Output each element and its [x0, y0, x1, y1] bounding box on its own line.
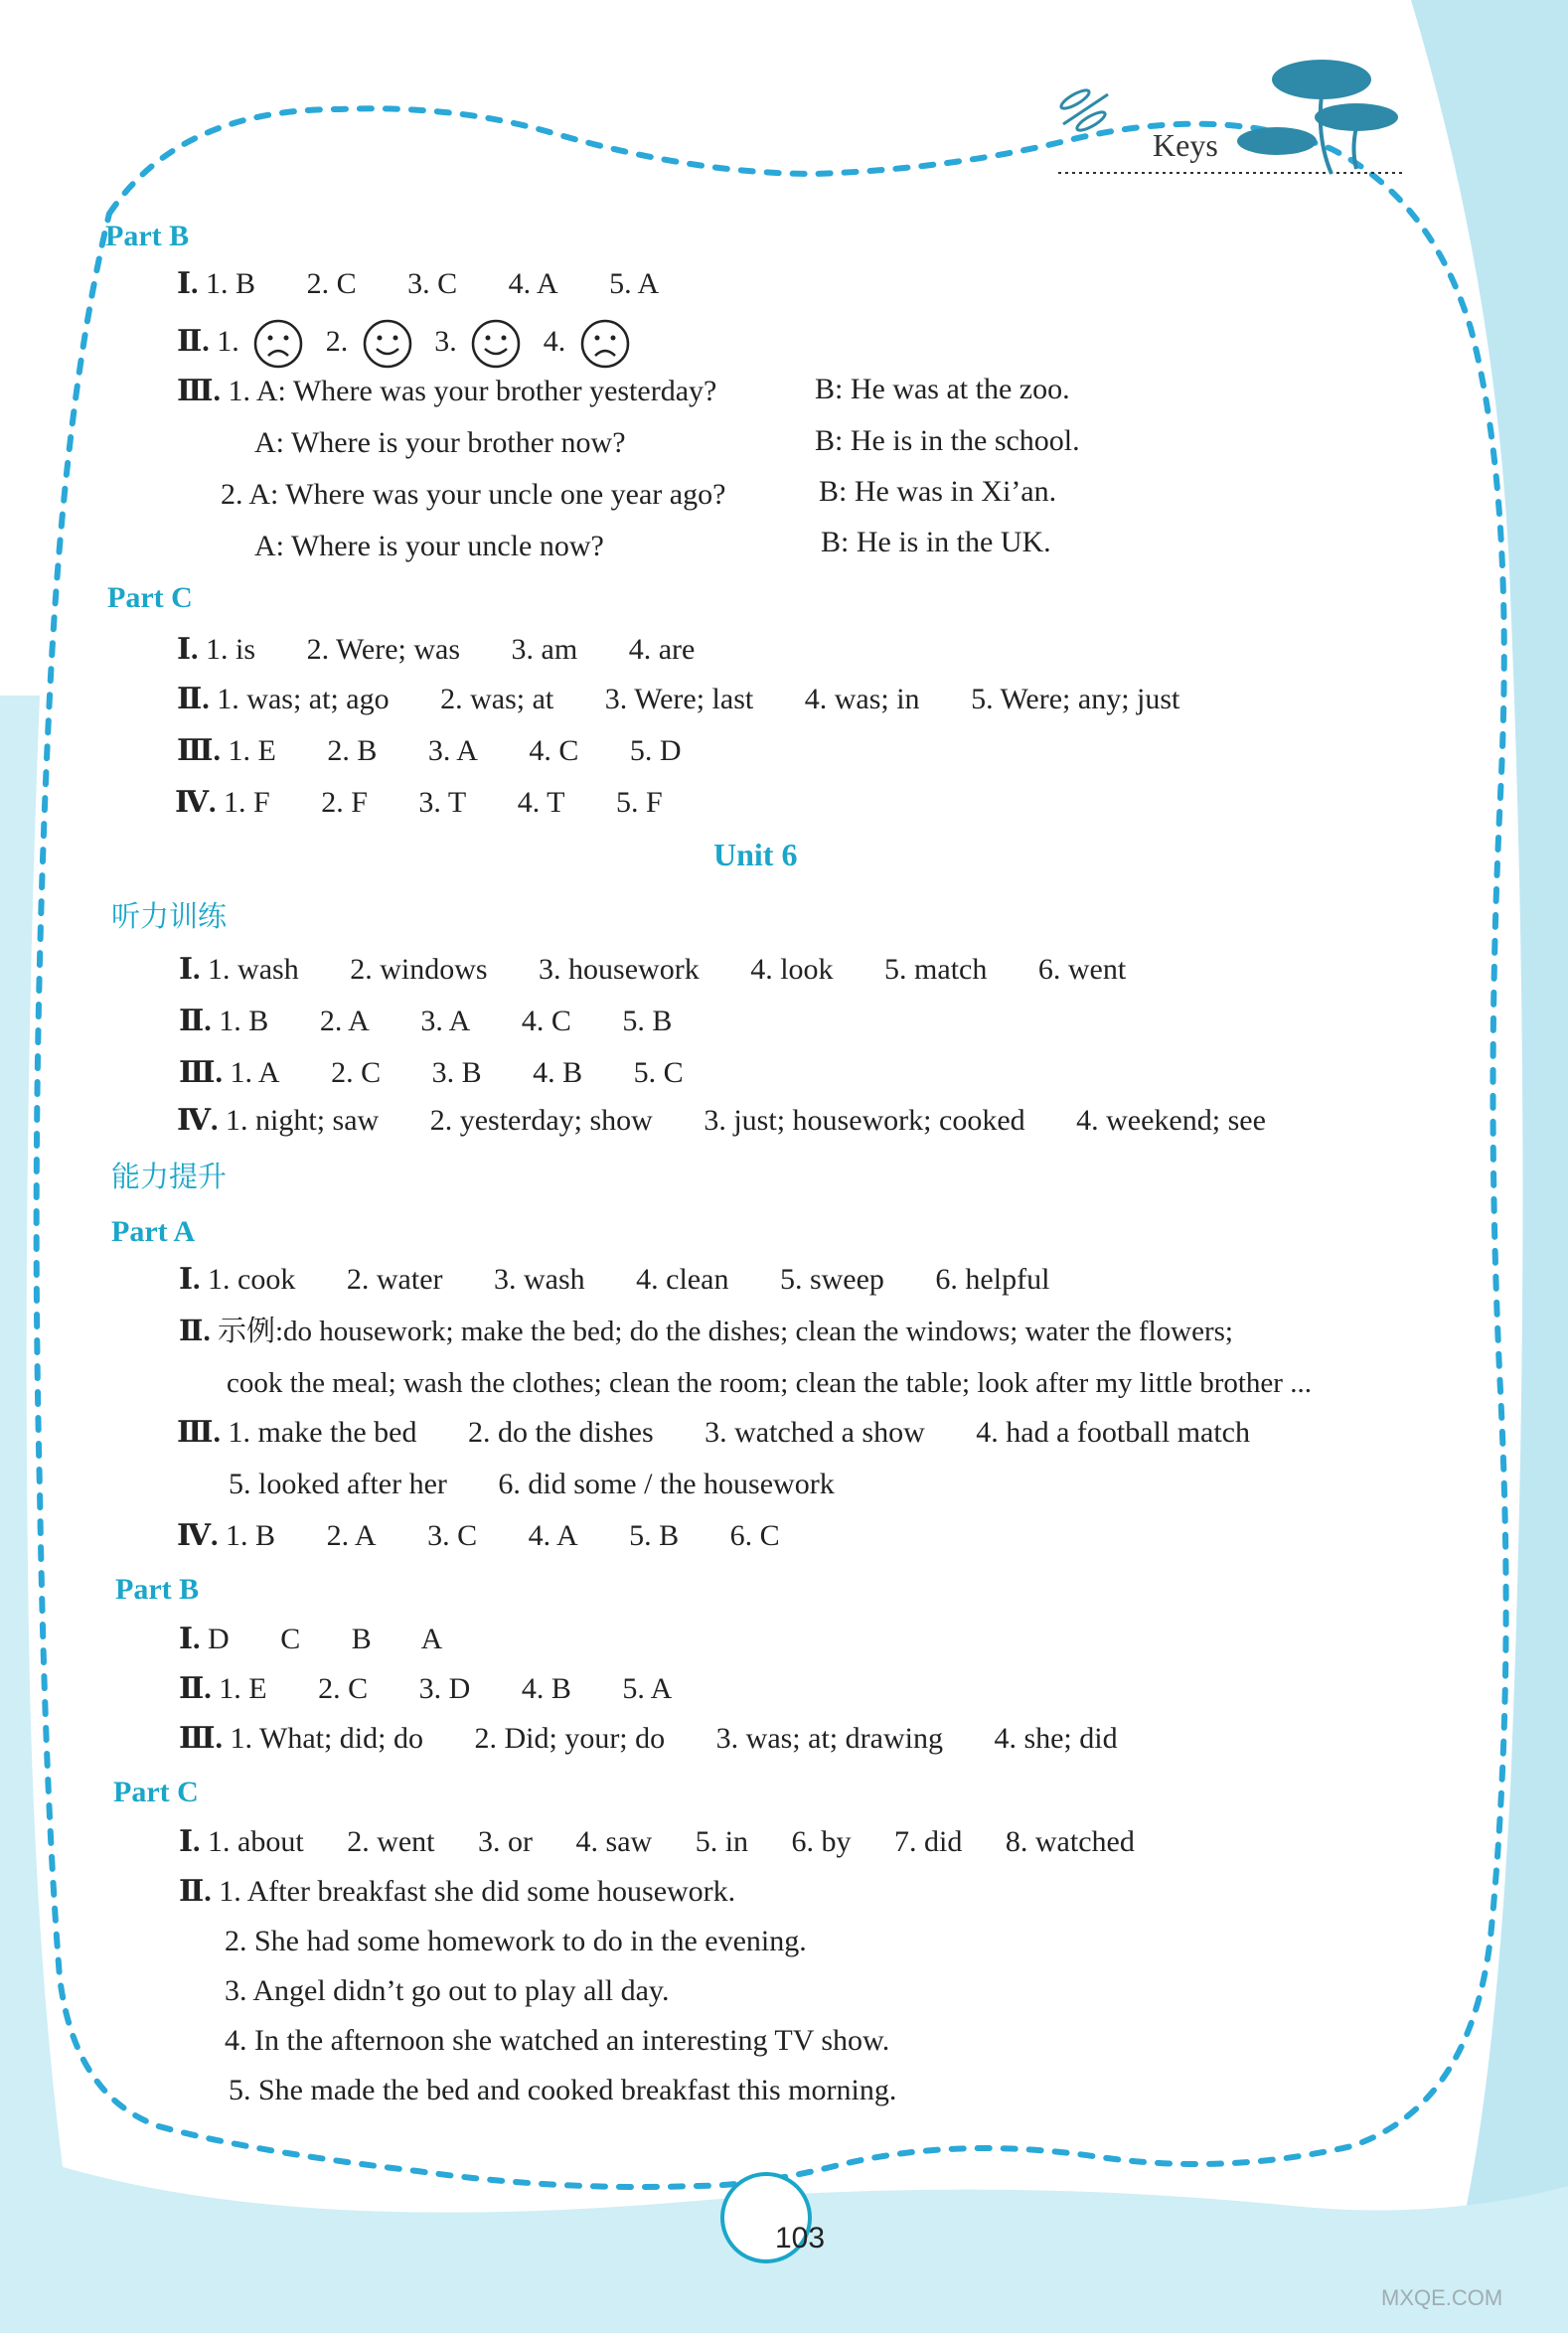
answer-item: 1. B — [226, 1519, 276, 1552]
answer-sentence: 3. Angel didn’t go out to play all day. — [225, 1974, 670, 2007]
sad-face-icon — [252, 318, 304, 370]
part-b-top-row-1 — [177, 266, 659, 302]
part-b-top-title: Part B — [105, 220, 190, 252]
answer-item: 3. Were; last — [604, 683, 754, 715]
answer-item: 5. B — [629, 1519, 680, 1552]
roman-numeral: Ⅱ. — [177, 683, 210, 715]
dialogue-answer: B: He was in Xi’an. — [819, 475, 1057, 508]
answer-item: 1. make the bed — [228, 1416, 417, 1449]
listening-row-1 — [179, 952, 1126, 988]
example-text: 示例:do housework; make the bed; do the dishes; clean the windows; water the flowers; — [217, 1316, 1233, 1347]
dialogue-answer: B: He is in the UK. — [821, 526, 1051, 558]
answer-item: 1. about — [208, 1825, 304, 1858]
face-number: 1. — [217, 324, 239, 358]
answer-item: 4. are — [628, 633, 696, 666]
answer-sentence: 5. She made the bed and cooked breakfast this morning. — [229, 2074, 897, 2106]
answer-item: 5. D — [629, 734, 682, 767]
answer-item: 4. weekend; see — [1076, 1104, 1266, 1137]
answer-item: 3. housework — [539, 953, 700, 986]
answer-item: 2. C — [306, 267, 357, 300]
part-b-row-1 — [179, 1622, 442, 1657]
dialogue-answer: B: He was at the zoo. — [815, 373, 1070, 405]
answer-item: 1. E — [228, 734, 276, 767]
answer-item: 3. am — [511, 633, 578, 666]
answer-item: C — [280, 1623, 301, 1655]
answer-item: 6. helpful — [935, 1263, 1050, 1296]
answer-sentence: 2. She had some homework to do in the evening. — [225, 1925, 807, 1957]
answer-item: 4. B — [521, 1672, 571, 1705]
answer-item: 2. yesterday; show — [429, 1104, 653, 1137]
part-c-row-2 — [179, 1874, 735, 1910]
listening-row-2 — [179, 1004, 672, 1039]
face-number: 3. — [434, 324, 457, 358]
roman-numeral: Ⅱ. — [179, 1672, 212, 1705]
part-a-row-3 — [177, 1415, 1250, 1451]
answer-item: 7. did — [894, 1825, 963, 1858]
face-number: 2. — [325, 324, 349, 358]
answer-item: 4. she; did — [994, 1722, 1118, 1755]
answer-item: 4. C — [529, 734, 579, 767]
answer-item: 2. B — [327, 734, 378, 767]
answer-item: 2. F — [321, 786, 368, 819]
example-text: cook the meal; wash the clothes; clean the room; clean the table; look after my little brother ... — [227, 1367, 1312, 1399]
answer-item: 6. did some / the housework — [498, 1468, 835, 1500]
roman-numeral: Ⅰ. — [179, 1623, 201, 1655]
answer-item: 4. A — [528, 1519, 578, 1552]
answer-item: 4. look — [750, 953, 834, 986]
part-c-top-row-3 — [177, 733, 682, 769]
answer-item: 3. T — [418, 786, 467, 819]
roman-numeral: Ⅰ. — [179, 1825, 201, 1858]
answer-item: 4. A — [508, 267, 558, 300]
answer-item: 5. match — [884, 953, 988, 986]
part-c-title: Part C — [113, 1776, 199, 1808]
listening-section-title: 听力训练 — [111, 899, 228, 933]
roman-numeral: Ⅲ. — [177, 375, 222, 407]
answer-item: 2. do the dishes — [467, 1416, 654, 1449]
answer-item: 2. C — [331, 1056, 382, 1089]
watermark: MXQE.COM — [1381, 2285, 1503, 2310]
answer-item: 1. What; did; do — [230, 1722, 423, 1755]
answer-item: 5. sweep — [779, 1263, 884, 1296]
answer-item: 3. C — [407, 267, 458, 300]
roman-numeral: Ⅱ. — [177, 324, 210, 358]
roman-numeral: Ⅱ. — [179, 1875, 212, 1908]
answer-item: 1. is — [206, 633, 256, 666]
answer-item: 5. in — [695, 1825, 749, 1858]
answer-item: 4. had a football match — [976, 1416, 1250, 1449]
answer-item: A — [420, 1623, 443, 1655]
answer-item: 2. windows — [350, 953, 488, 986]
answer-item: 3. B — [431, 1056, 482, 1089]
answer-item: 2. A — [319, 1005, 370, 1037]
dialogue-question: 1. A: Where was your brother yesterday? — [228, 375, 717, 407]
dialogue-question: 2. A: Where was your uncle one year ago? — [221, 478, 726, 511]
listening-row-4 — [177, 1103, 1266, 1139]
answer-item: 1. F — [224, 786, 270, 819]
answer-item: 3. just; housework; cooked — [704, 1104, 1025, 1137]
roman-numeral: Ⅳ. — [177, 1519, 219, 1552]
answer-item: 5. F — [616, 786, 663, 819]
answer-item: 2. Did; your; do — [474, 1722, 666, 1755]
unit-title: Unit 6 — [713, 837, 798, 872]
roman-numeral: Ⅰ. — [177, 267, 199, 300]
answer-item: 3. D — [418, 1672, 471, 1705]
answer-item: 5. C — [633, 1056, 684, 1089]
part-a-row-1 — [179, 1262, 1049, 1298]
part-a-row-2-line-1 — [179, 1314, 1233, 1349]
face-number: 4. — [543, 324, 566, 358]
answer-item: 4. T — [517, 786, 565, 819]
roman-numeral: Ⅱ. — [179, 1316, 211, 1347]
answer-item: 3. A — [427, 734, 478, 767]
dialogue-line — [177, 374, 716, 409]
happy-face-icon — [362, 318, 413, 370]
answer-item: 4. clean — [636, 1263, 729, 1296]
part-b-top-row-2 — [177, 318, 645, 370]
answer-item: 1. E — [219, 1672, 267, 1705]
answer-sentence: 1. After breakfast she did some housework. — [219, 1875, 736, 1908]
part-a-title: Part A — [111, 1215, 196, 1248]
answer-item: 3. or — [478, 1825, 534, 1858]
roman-numeral: Ⅲ. — [177, 1416, 222, 1449]
answer-item: 4. was; in — [804, 683, 920, 715]
part-c-top-row-4 — [175, 785, 663, 821]
answer-item: 5. A — [622, 1672, 673, 1705]
answer-item: 1. A — [230, 1056, 280, 1089]
answer-item: 1. wash — [208, 953, 299, 986]
roman-numeral: Ⅰ. — [177, 633, 199, 666]
roman-numeral: Ⅳ. — [175, 786, 217, 819]
answer-item: 8. watched — [1005, 1825, 1135, 1858]
roman-numeral: Ⅳ. — [177, 1104, 219, 1137]
part-b-title: Part B — [115, 1573, 200, 1606]
part-c-top-title: Part C — [107, 581, 193, 614]
dialogue-question: A: Where is your uncle now? — [254, 530, 604, 562]
answer-item: 2. Were; was — [306, 633, 461, 666]
answer-item: 6. went — [1037, 953, 1127, 986]
page-number: 103 — [774, 2222, 826, 2255]
answer-item: 1. cook — [208, 1263, 296, 1296]
part-a-row-3-cont — [229, 1467, 835, 1502]
answer-item: 1. was; at; ago — [217, 683, 390, 715]
part-a-row-4 — [177, 1518, 780, 1554]
answer-item: 2. was; at — [440, 683, 554, 715]
sad-face-icon — [579, 318, 631, 370]
answer-item: 2. went — [347, 1825, 435, 1858]
answer-item: B — [351, 1623, 372, 1655]
part-b-row-2 — [179, 1671, 672, 1707]
roman-numeral: Ⅲ. — [177, 734, 222, 767]
part-c-top-row-2 — [177, 682, 1179, 717]
part-c-row-1 — [179, 1824, 1135, 1860]
happy-face-icon — [470, 318, 522, 370]
roman-numeral: Ⅲ. — [179, 1722, 224, 1755]
answer-item: 1. night; saw — [226, 1104, 380, 1137]
dialogue-question: A: Where is your brother now? — [254, 426, 626, 459]
answer-item: 4. B — [533, 1056, 583, 1089]
dialogue-answer: B: He is in the school. — [815, 424, 1080, 457]
answer-item: 1. B — [206, 267, 256, 300]
answer-item: 4. saw — [575, 1825, 653, 1858]
answer-item: 1. B — [219, 1005, 269, 1037]
answer-item: 5. Were; any; just — [971, 683, 1180, 715]
answer-item: 6. by — [791, 1825, 852, 1858]
answer-item: 2. C — [318, 1672, 369, 1705]
answer-item: 3. wash — [494, 1263, 585, 1296]
answer-item: 5. B — [622, 1005, 673, 1037]
answer-item: 3. A — [420, 1005, 471, 1037]
listening-row-3 — [179, 1055, 684, 1091]
roman-numeral: Ⅲ. — [179, 1056, 224, 1089]
part-c-top-row-1 — [177, 632, 695, 668]
answer-item: 5. A — [609, 267, 660, 300]
answer-item: 2. water — [346, 1263, 443, 1296]
answer-item: D — [208, 1623, 230, 1655]
roman-numeral: Ⅱ. — [179, 1005, 212, 1037]
roman-numeral: Ⅰ. — [179, 953, 201, 986]
header-keys-label: Keys — [1153, 127, 1218, 163]
roman-numeral: Ⅰ. — [179, 1263, 201, 1296]
answer-item: 3. watched a show — [705, 1416, 925, 1449]
answer-sentence: 4. In the afternoon she watched an interesting TV show. — [225, 2024, 890, 2057]
answer-item: 6. C — [729, 1519, 780, 1552]
answer-item: 3. C — [427, 1519, 478, 1552]
answer-item: 3. was; at; drawing — [715, 1722, 943, 1755]
answer-item: 2. A — [326, 1519, 377, 1552]
ability-section-title: 能力提升 — [111, 1160, 228, 1193]
part-b-row-3 — [179, 1721, 1118, 1757]
answer-item: 5. looked after her — [229, 1468, 447, 1500]
answer-item: 4. C — [521, 1005, 571, 1037]
